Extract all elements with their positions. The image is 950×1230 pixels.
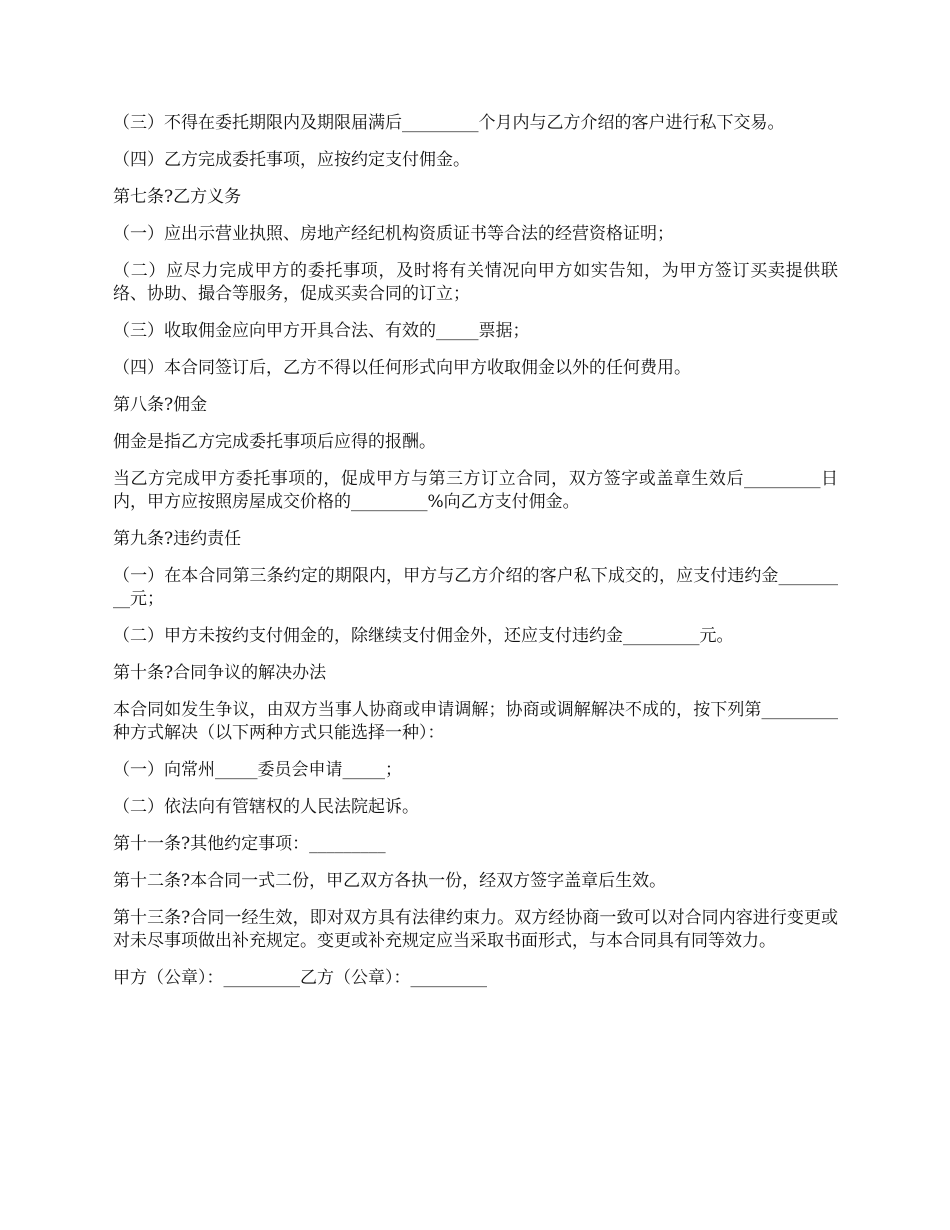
clause-10-body: 本合同如发生争议，由双方当事人协商或申请调解；协商或调解解决不成的，按下列第_________种方式解决（以下两种方式只能选择一种）： bbox=[113, 700, 838, 743]
clause-6-item-3: （三）不得在委托期限内及期限届满后_________个月内与乙方介绍的客户进行私下交易。 bbox=[113, 113, 785, 133]
clause-8-definition: 佣金是指乙方完成委托事项后应得的报酬。 bbox=[113, 432, 436, 452]
clause-10-heading: 第十条?合同争议的解决办法 bbox=[113, 663, 327, 683]
clause-9-item-2: （二）甲方未按约支付佣金的，除继续支付佣金外，还应支付违约金_________元。 bbox=[113, 626, 734, 646]
clause-8-heading: 第八条?佣金 bbox=[113, 395, 208, 415]
clause-10-item-2: （二）依法向有管辖权的人民法院起诉。 bbox=[113, 797, 419, 817]
clause-7-heading: 第七条?乙方义务 bbox=[113, 187, 242, 207]
clause-8-payment: 当乙方完成甲方委托事项的，促成甲方与第三方订立合同，双方签字或盖章生效后_________日内，甲方应按照房屋成交价格的_________%向乙方支付佣金。 bbox=[113, 469, 838, 512]
clause-10-item-1: （一）向常州_____委员会申请_____； bbox=[113, 760, 402, 780]
clause-13: 第十三条?合同一经生效，即对双方具有法律约束力。双方经协商一致可以对合同内容进行变更或对未尽事项做出补充规定。变更或补充规定应当采取书面形式，与本合同具有同等效力。 bbox=[113, 908, 838, 951]
clause-9-item-1: （一）在本合同第三条约定的期限内，甲方与乙方介绍的客户私下成交的，应支付违约金_________元； bbox=[113, 566, 838, 609]
clause-7-item-3: （三）收取佣金应向甲方开具合法、有效的_____票据； bbox=[113, 321, 530, 341]
clause-9-heading: 第九条?违约责任 bbox=[113, 529, 242, 549]
clause-7-item-2: （二）应尽力完成甲方的委托事项，及时将有关情况向甲方如实告知，为甲方签订买卖提供联络、协助、撮合等服务，促成买卖合同的订立； bbox=[113, 261, 838, 304]
clause-12: 第十二条?本合同一式二份，甲乙双方各执一份，经双方签字盖章后生效。 bbox=[113, 871, 667, 891]
signature-line: 甲方（公章）：_________乙方（公章）：_________ bbox=[113, 968, 487, 988]
clause-7-item-4: （四）本合同签订后，乙方不得以任何形式向甲方收取佣金以外的任何费用。 bbox=[113, 358, 691, 378]
clause-6-item-4: （四）乙方完成委托事项，应按约定支付佣金。 bbox=[113, 150, 470, 170]
clause-7-item-1: （一）应出示营业执照、房地产经纪机构资质证书等合法的经营资格证明； bbox=[113, 224, 674, 244]
clause-11: 第十一条?其他约定事项：_________ bbox=[113, 834, 386, 854]
